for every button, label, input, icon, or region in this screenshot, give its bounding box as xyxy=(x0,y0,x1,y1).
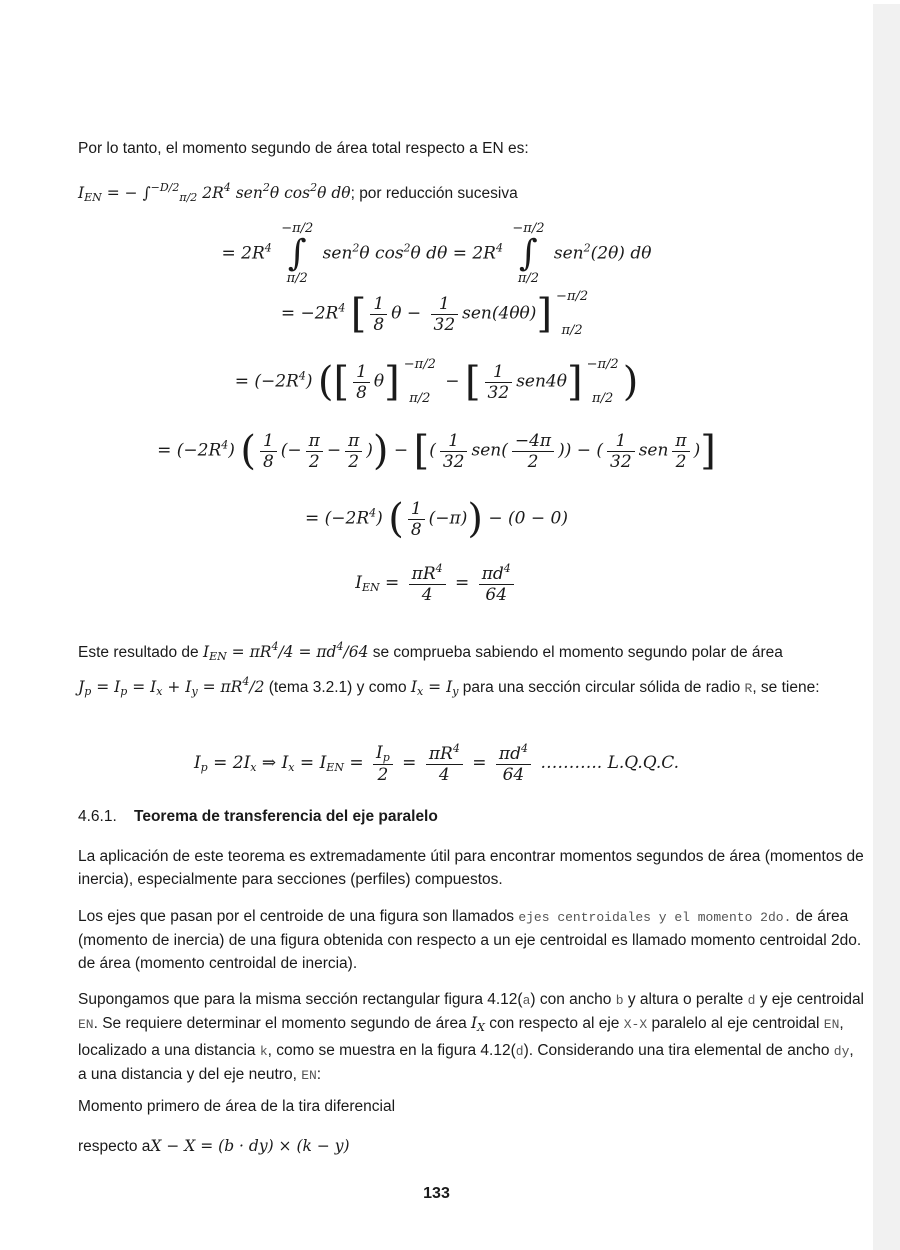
result-check-paragraph: Este resultado de $I_{EN} = \pi R^4/4 = \pi d^4/64$ se comprueba sabiendo el momento segundo polar de área $J_p = I_p = I_x + I_y = \pi R^4/2$ (tema 3.2.1) y como $I_x = I_y$ para una sección circular sólida de radio R, se tiene: xyxy=(78,640,820,698)
intro-paragraph: Por lo tanto, el momento segundo de área total respecto a EN es: xyxy=(78,140,529,157)
page-number: 133 xyxy=(423,1185,450,1202)
axes-paragraph: Los ejes que pasan por el centroide de una figura son llamados ejes centroidales y el momento 2do. de área (momento de inercia) de una figura obtenida con respecto a un eje centroidal es llamado momento centroidal 2do. de área (momento centroidal de inercia). xyxy=(78,908,862,972)
equation-step-5: = $(-2R^4)$ ( $\frac{1}{8}$ (−π)) − (0 − 0) xyxy=(305,496,568,542)
equation-step-3: = $(-2R^4)$ ([ $\frac{1}{8}$ θ] −π/2 π/2 − [ $\frac{1}{32}$ sen4θ] −π/2 π/2 ) xyxy=(234,357,639,406)
suppose-paragraph: Supongamos que para la misma sección rectangular figura 4.12(a) con ancho b y altura o peralte d y eje centroidal EN. Se requiere determinar el momento segundo de área $I_X$ con respecto al eje X-X paralelo al eje centroidal EN, localizado a una distancia k, como se muestra en la figura 4.12(d). Considerando una tira elemental de ancho dy, a una distancia y del eje neutro, EN: xyxy=(78,991,865,1083)
section-heading: 4.6.1. Teorema de transferencia del eje paralelo xyxy=(78,808,438,825)
equation-step-4: = $(-2R^4)$ ( $\frac{1}{8}$ (− $\frac{\pi}{2}$ − $\frac{\pi}{2}$ )) − [( $\frac{1}{32}$ sen( $\frac{-4\pi}{2}$ )) − ( $\frac{1}{32}$ sen $\frac{\pi}{2}$ )] xyxy=(157,428,716,474)
equation-step-1: = $2R^4 -\pi/2$ ∫ π/2 sen$^2$θ $\cos^2\theta$ $d\theta = 2R^4 -\pi/2$ ∫ π/2 sen$^2$(2θ) dθ xyxy=(221,221,652,286)
equation-step-2: = $-2R^4$ [ $\frac{1}{8}$ θ − $\frac{1}{32}$ sen(4θθ)] −π/2 π/2 xyxy=(280,289,589,338)
moment-paragraph: Momento primero de área de la tira diferencial xyxy=(78,1098,396,1115)
integral-line: $I_{EN}$ = − ∫$^{-D/2}_{\pi/2}$ $2R^4$ sen$^2$θ $\cos^2\theta$ dθ; por reducción sucesiva xyxy=(78,181,518,204)
equation-polar: $I_p = 2I_x$ ⇒ $I_x = I_{EN}$ = $\frac{I_p}{2}$ = $\frac{\pi R^4}{4}$ = $\frac{\pi d^4}{64}$ ……….. L.Q.Q.C. xyxy=(193,742,680,785)
application-paragraph: La aplicación de este teorema es extremadamente útil para encontrar momentos segundos de área (momentos de inercia), especialmente para secciones (perfiles) compuestos. xyxy=(78,848,864,888)
equation-result: $I_{EN}$ = $\frac{\pi R^4}{4}$ = $\frac{\pi d^4}{64}$ xyxy=(0,562,873,605)
respect-line: respecto aX − X = (b · dy) × (k − y) xyxy=(78,1137,350,1155)
page-gutter xyxy=(873,4,900,1250)
